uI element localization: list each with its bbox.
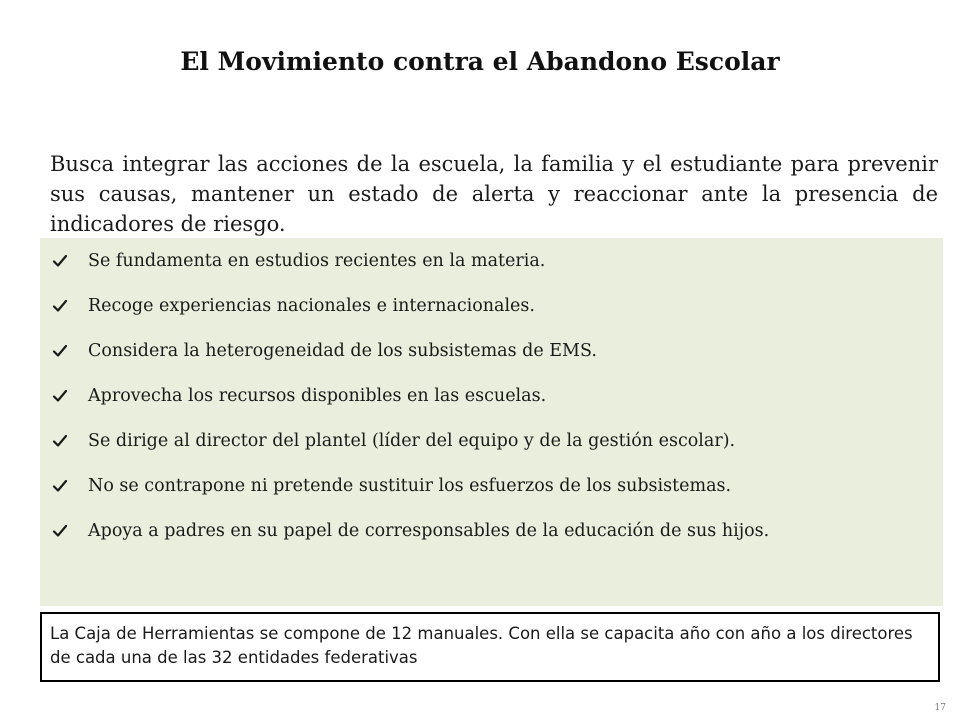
intro-paragraph: Busca integrar las acciones de la escuela, la familia y el estudiante para prevenir sus causas, mantener un estado de alerta y reaccionar ante la presencia de indicadores de riesgo. — [50, 152, 938, 236]
checklist — [40, 248, 943, 544]
checklist-item — [40, 338, 943, 364]
checklist-item-text: Recoge experiencias nacionales e internacionales. — [88, 296, 535, 316]
checkmark-icon — [52, 253, 68, 269]
slide-title: El Movimiento contra el Abandono Escolar — [180, 46, 780, 76]
checklist-item — [40, 248, 943, 274]
checklist-item-text: No se contrapone ni pretende sustituir los esfuerzos de los subsistemas. — [88, 476, 732, 496]
checklist-item-text: Aprovecha los recursos disponibles en las escuelas. — [88, 386, 547, 406]
checklist-item — [40, 293, 943, 319]
checkmark-icon — [52, 433, 68, 449]
checklist-item-text: Considera la heterogeneidad de los subsistemas de EMS. — [88, 341, 597, 361]
note-text: La Caja de Herramientas se compone de 12 manuales. Con ella se capacita año con año a los directores de cada una de las 32 entidades federativas — [50, 624, 913, 667]
checkmark-icon — [52, 298, 68, 314]
checklist-panel — [40, 238, 943, 606]
checklist-item-text: Se dirige al director del plantel (líder del equipo y de la gestión escolar). — [88, 431, 736, 451]
checkmark-icon — [52, 478, 68, 494]
checklist-item-text: Se fundamenta en estudios recientes en la materia. — [88, 251, 546, 271]
checklist-item — [40, 428, 943, 454]
checkmark-icon — [52, 388, 68, 404]
page-number: 17 — [934, 703, 946, 713]
checklist-item — [40, 473, 943, 499]
checklist-item — [40, 518, 943, 544]
checklist-item — [40, 383, 943, 409]
checkmark-icon — [52, 343, 68, 359]
checkmark-icon — [52, 523, 68, 539]
checklist-item-text: Apoya a padres en su papel de corresponsables de la educación de sus hijos. — [88, 521, 770, 541]
note-box — [40, 612, 940, 682]
